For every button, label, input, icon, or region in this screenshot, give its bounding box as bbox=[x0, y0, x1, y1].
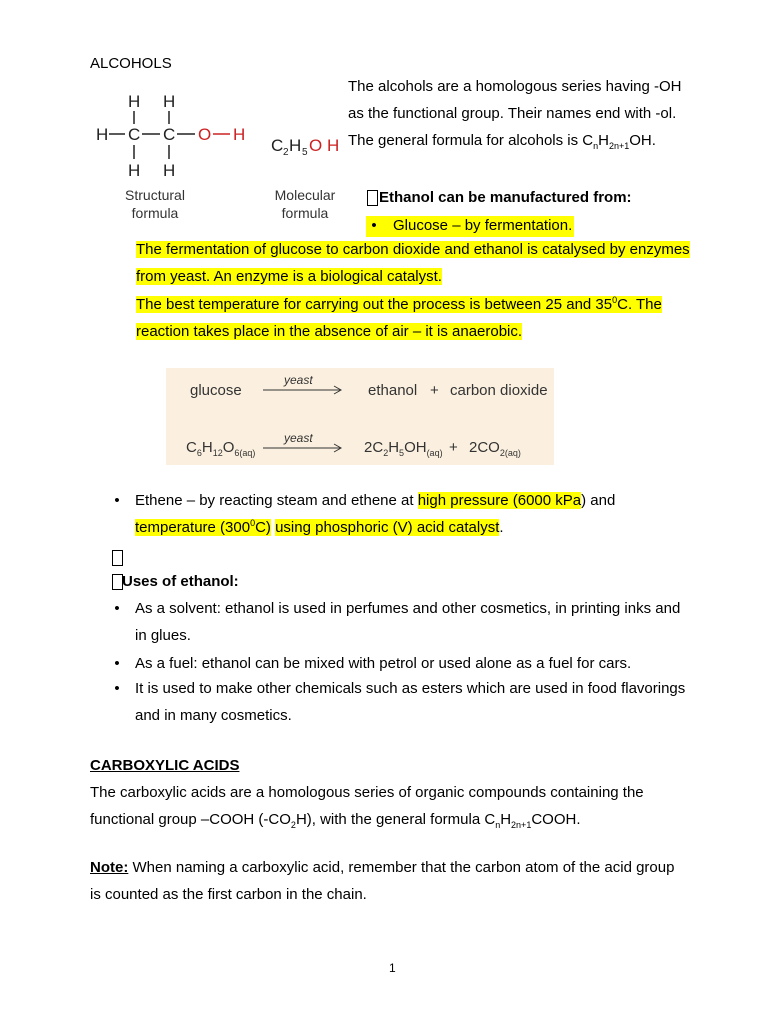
box-glyph-icon bbox=[112, 550, 123, 566]
bullet-use-2: • bbox=[114, 655, 120, 672]
reaction-arrow-icon bbox=[262, 384, 346, 396]
equation-word-ethanol: ethanol bbox=[368, 382, 418, 399]
alcohol-intro-line-3: The general formula for alcohols is $C_nH_{2n+1}OH$. bbox=[348, 132, 656, 151]
box-glyph-icon bbox=[367, 190, 378, 206]
bullet-ethene: • bbox=[114, 492, 120, 509]
fermentation-equation-box bbox=[166, 368, 554, 465]
atom-h: H bbox=[233, 125, 246, 144]
reaction-arrow-icon bbox=[262, 442, 346, 454]
equation-word-carbon-dioxide: carbon dioxide bbox=[450, 382, 548, 399]
atom-h: H bbox=[128, 161, 141, 180]
manufacture-heading: Ethanol can be manufactured from: bbox=[369, 189, 632, 207]
svg-text:H: H bbox=[289, 136, 302, 155]
use-2-line-1: As a fuel: ethanol can be mixed with petrol or used alone as a fuel for cars. bbox=[135, 655, 632, 672]
atom-h: H bbox=[128, 92, 141, 111]
ethanol-structure-figure bbox=[92, 88, 342, 228]
svg-text:2: 2 bbox=[283, 147, 289, 158]
section-title-carboxylic-acids: CARBOXYLIC ACIDS bbox=[90, 757, 240, 774]
atom-c: C bbox=[128, 125, 141, 144]
fermentation-line-1: The fermentation of glucose to carbon dioxide and ethanol is catalysed by enzymes bbox=[136, 241, 690, 258]
glucose-bullet-text: Glucose – by fermentation. bbox=[393, 217, 573, 234]
equation-yeast-label-1: yeast bbox=[284, 373, 313, 387]
atom-h: H bbox=[96, 125, 109, 144]
page-number: 1 bbox=[389, 961, 396, 975]
fermentation-line-2: from yeast. An enzyme is a biological catalyst. bbox=[136, 268, 442, 285]
alcohol-intro-line-1: The alcohols are a homologous series having -OH bbox=[348, 78, 682, 95]
atom-h: H bbox=[163, 92, 176, 111]
svg-text:5: 5 bbox=[302, 147, 308, 158]
note-label: Note: bbox=[90, 859, 129, 876]
equation-plus-1: + bbox=[430, 382, 439, 399]
bullet-glucose: • bbox=[371, 217, 377, 234]
equation-plus-2: + bbox=[449, 439, 458, 456]
use-1-line-1: As a solvent: ethanol is used in perfumes and other cosmetics, in printing inks and bbox=[135, 600, 681, 617]
section-title-alcohols: ALCOHOLS bbox=[90, 55, 172, 72]
caption-structural: Structural formula bbox=[125, 187, 185, 221]
caption-molecular: Molecular formula bbox=[274, 187, 336, 221]
uses-heading: Uses of ethanol: bbox=[112, 573, 239, 591]
equation-word-glucose: glucose bbox=[190, 382, 242, 399]
fermentation-line-3: The best temperature for carrying out the process is between 25 and $35^0C$. The bbox=[136, 295, 662, 313]
bullet-use-1: • bbox=[114, 600, 120, 617]
equation-formula-ethanol: $2C_2H_5OH_{(aq)}$ bbox=[364, 439, 443, 458]
carboxylic-line-1: The carboxylic acids are a homologous series of organic compounds containing the bbox=[90, 784, 644, 801]
atom-h: H bbox=[163, 161, 176, 180]
ethene-line-2: temperature $(300^0C)$ using phosphoric (V) acid catalyst. bbox=[135, 518, 504, 536]
alcohol-intro-line-2: as the functional group. Their names end with -ol. bbox=[348, 105, 677, 122]
svg-text:O H: O H bbox=[309, 136, 340, 155]
equation-formula-glucose: $C_6H_{12}O_{6(aq)}$ bbox=[186, 439, 256, 458]
use-3-line-2: and in many cosmetics. bbox=[135, 707, 292, 724]
equation-yeast-label-2: yeast bbox=[284, 431, 313, 445]
mol-formula-c: C bbox=[271, 136, 284, 155]
fermentation-line-4: reaction takes place in the absence of air – it is anaerobic. bbox=[136, 323, 523, 340]
atom-c: C bbox=[163, 125, 176, 144]
note-line-2: is counted as the first carbon in the chain. bbox=[90, 886, 367, 903]
bullet-use-3: • bbox=[114, 680, 120, 697]
use-1-line-2: in glues. bbox=[135, 627, 191, 644]
note-line-1: Note: When naming a carboxylic acid, remember that the carbon atom of the acid group bbox=[90, 859, 675, 876]
use-3-line-1: It is used to make other chemicals such as esters which are used in food flavorings bbox=[135, 680, 686, 697]
ethene-line-1: Ethene – by reacting steam and ethene at high pressure (6000 kPa) and bbox=[135, 492, 616, 509]
atom-o: O bbox=[198, 125, 212, 144]
box-glyph-icon bbox=[112, 574, 123, 590]
equation-formula-co2: $2CO_{2(aq)}$ bbox=[469, 439, 521, 458]
carboxylic-line-2: functional group –COOH $(-CO_2H)$, with the general formula $C_nH_{2n+1}COOH$. bbox=[90, 811, 581, 830]
